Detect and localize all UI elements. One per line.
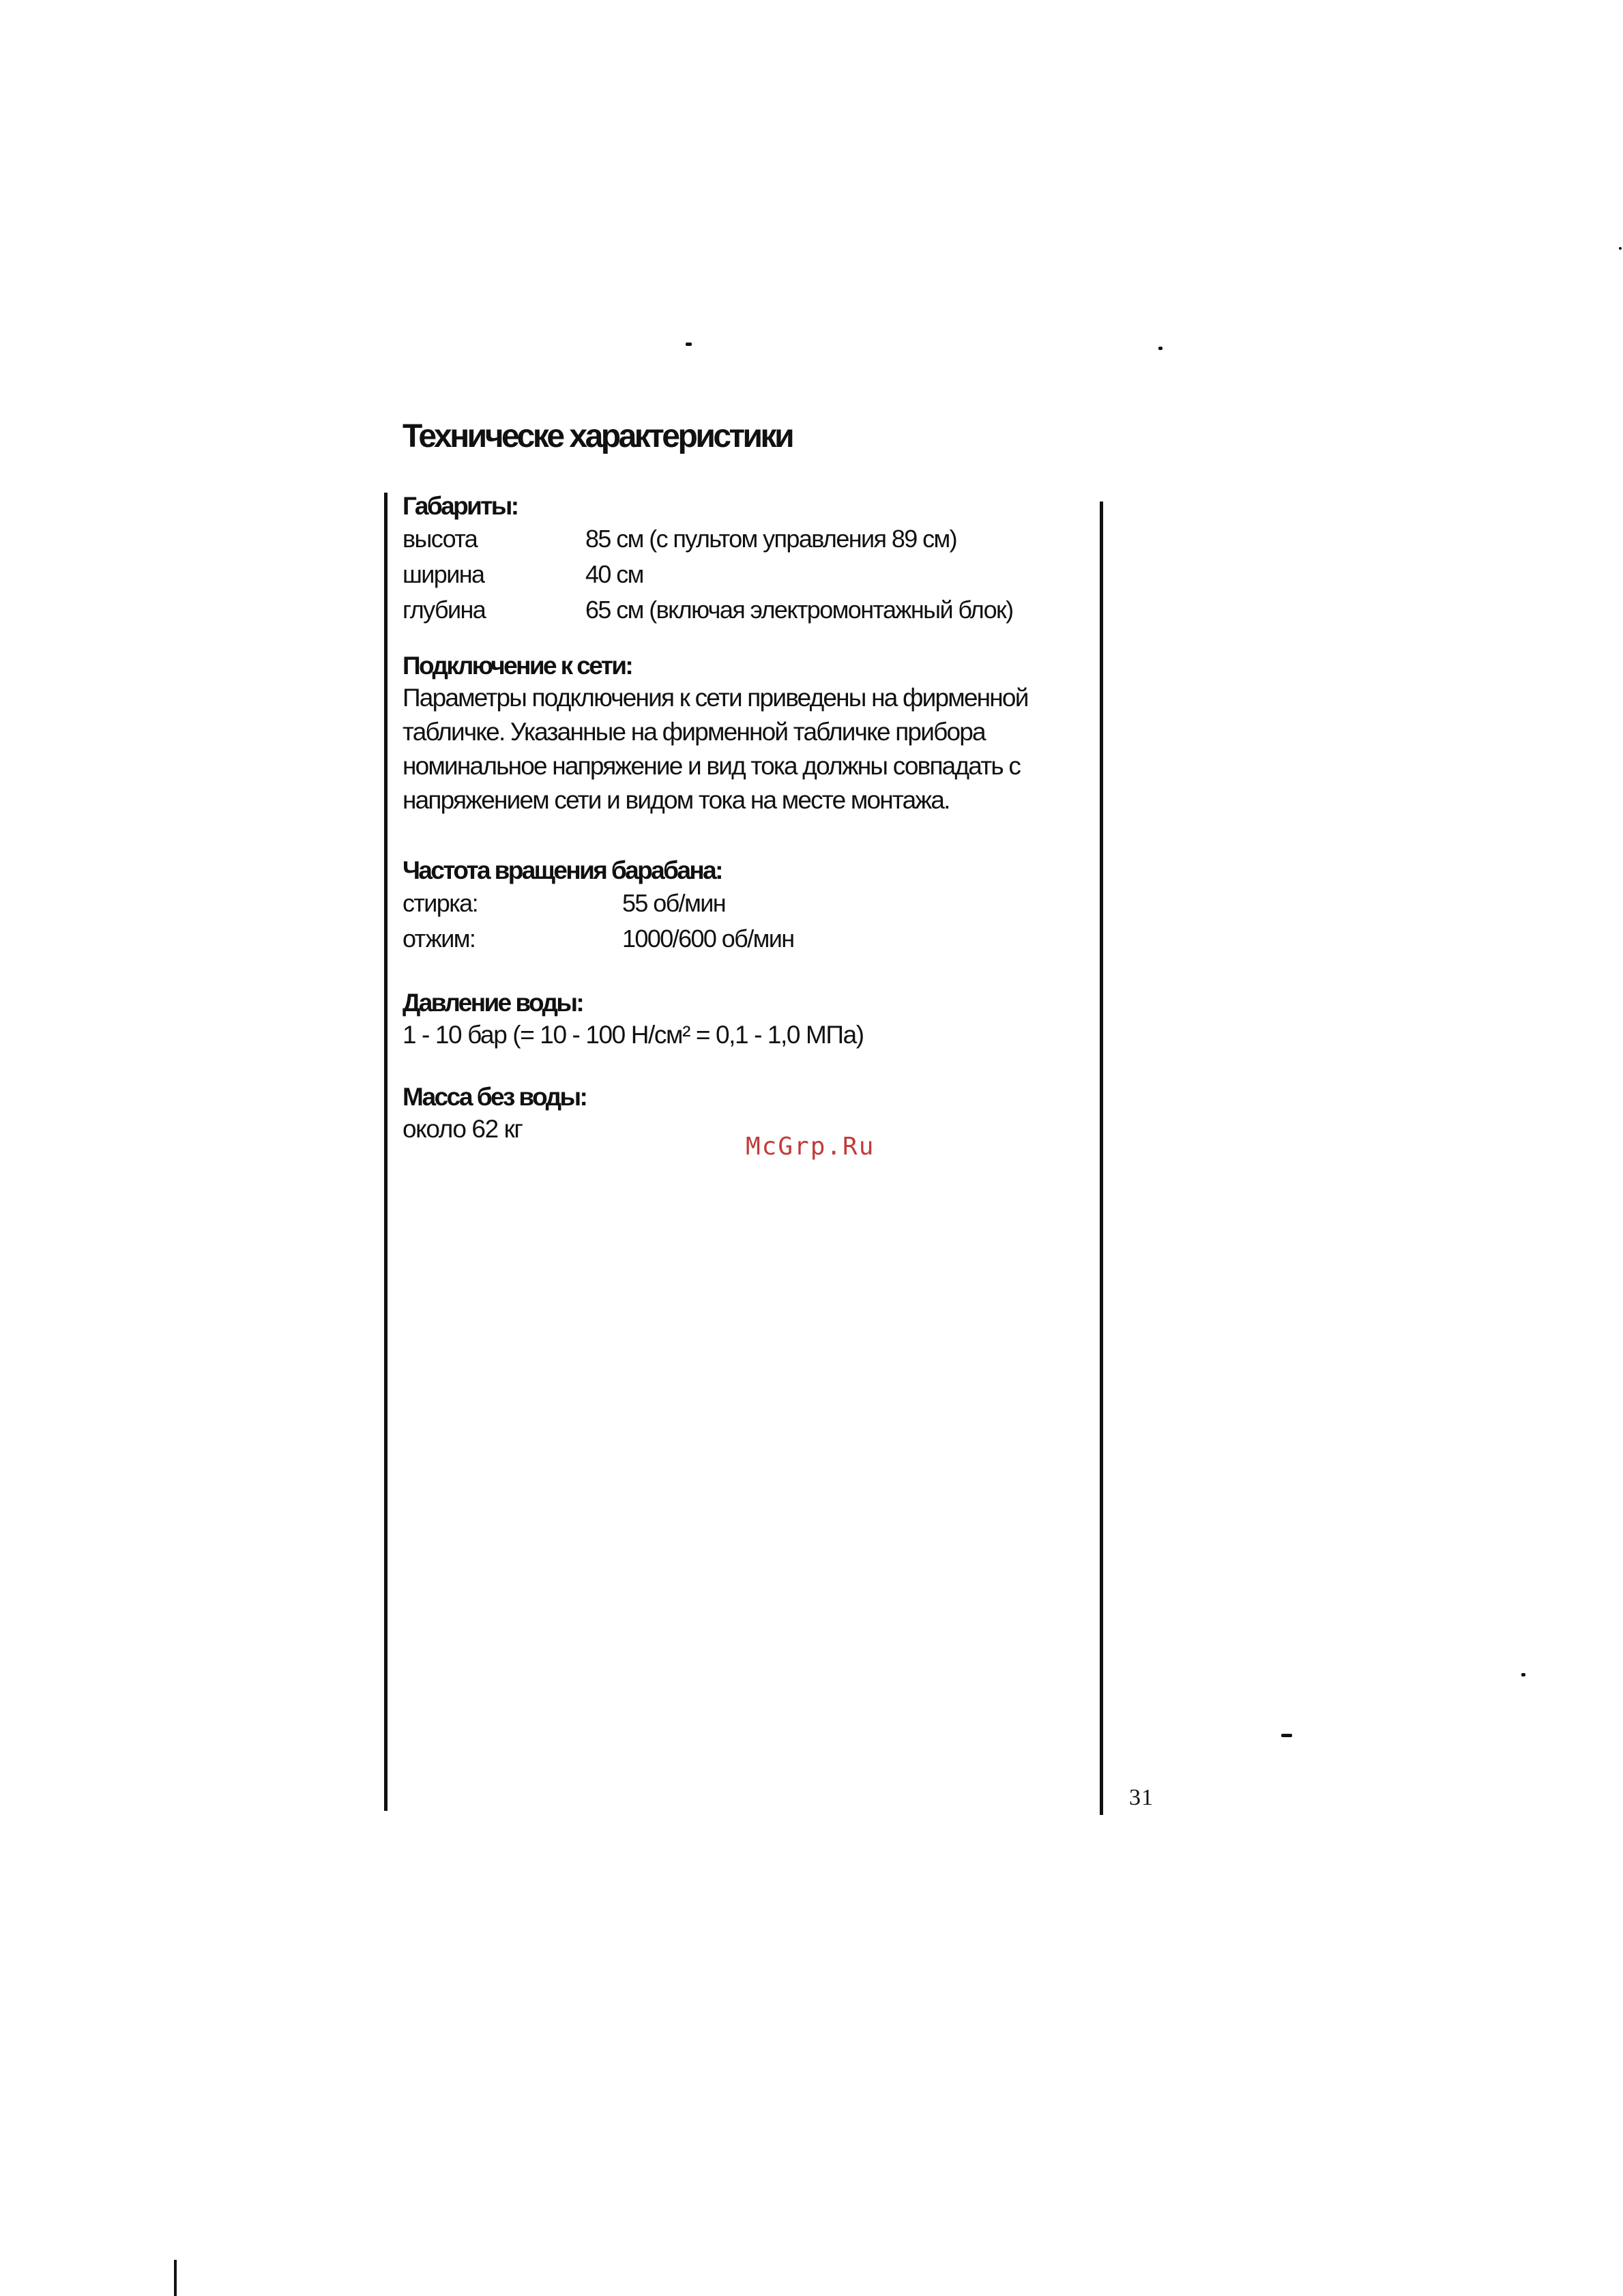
watermark-text: McGrp.Ru bbox=[746, 1133, 875, 1161]
right-margin-rule bbox=[1100, 502, 1103, 1815]
scan-speck bbox=[1521, 1673, 1525, 1676]
spec-row-height bbox=[403, 521, 1092, 557]
paragraph-line: напряжением сети и видом тока на месте монтажа. bbox=[403, 786, 950, 814]
water-pressure-value: 1 - 10 бар (= 10 - 100 Н/см² = 0,1 - 1,0 МПа) bbox=[403, 1021, 864, 1049]
scan-speck bbox=[1619, 247, 1622, 250]
page-number: 31 bbox=[1129, 1785, 1154, 1810]
spec-row-wash bbox=[403, 886, 1092, 921]
section-spacer bbox=[403, 628, 1092, 651]
left-margin-rule bbox=[384, 493, 388, 1811]
weight-heading: Масса без воды: bbox=[403, 1083, 587, 1111]
scan-edge-mark bbox=[174, 2260, 177, 2296]
page-title: Техническе характеристики bbox=[403, 418, 793, 454]
spec-label: ширина bbox=[403, 560, 484, 588]
water-pressure-section bbox=[403, 988, 1092, 1052]
spec-value: 55 об/мин bbox=[622, 889, 726, 917]
spec-label: глубина bbox=[403, 596, 486, 624]
scan-speck bbox=[1158, 347, 1163, 350]
spec-row-depth bbox=[403, 592, 1092, 628]
spec-value: 85 см (с пультом управления 89 см) bbox=[585, 525, 957, 553]
spec-row-spin bbox=[403, 921, 1092, 957]
dimensions-heading: Габариты: bbox=[403, 492, 518, 520]
section-spacer bbox=[403, 1052, 1092, 1082]
spec-value: 40 см bbox=[585, 560, 643, 588]
power-connection-section bbox=[403, 651, 1092, 817]
spec-label: стирка: bbox=[403, 889, 478, 917]
spec-label: отжим: bbox=[403, 925, 476, 953]
drum-speed-section bbox=[403, 856, 1092, 957]
power-connection-heading: Подключение к сети: bbox=[403, 652, 632, 680]
scan-speck bbox=[1281, 1734, 1292, 1737]
drum-speed-heading: Частота вращения барабана: bbox=[403, 856, 722, 884]
paragraph-line: табличке. Указанные на фирменной табличке прибора bbox=[403, 718, 985, 746]
scan-speck bbox=[686, 343, 692, 346]
spec-label: высота bbox=[403, 525, 478, 553]
weight-value: около 62 кг bbox=[403, 1115, 523, 1143]
specifications-body bbox=[403, 491, 1092, 1146]
spec-row-width bbox=[403, 557, 1092, 592]
spec-value: 65 см (включая электромонтажный блок) bbox=[585, 596, 1013, 624]
water-pressure-heading: Давление воды: bbox=[403, 989, 583, 1017]
dimensions-section bbox=[403, 491, 1092, 628]
paragraph-line: номинальное напряжение и вид тока должны совпадать с bbox=[403, 752, 1021, 780]
paragraph-line: Параметры подключения к сети приведены на фирменной bbox=[403, 684, 1028, 712]
spec-value: 1000/600 об/мин bbox=[622, 925, 794, 953]
section-spacer bbox=[403, 957, 1092, 988]
section-spacer bbox=[403, 817, 1092, 856]
